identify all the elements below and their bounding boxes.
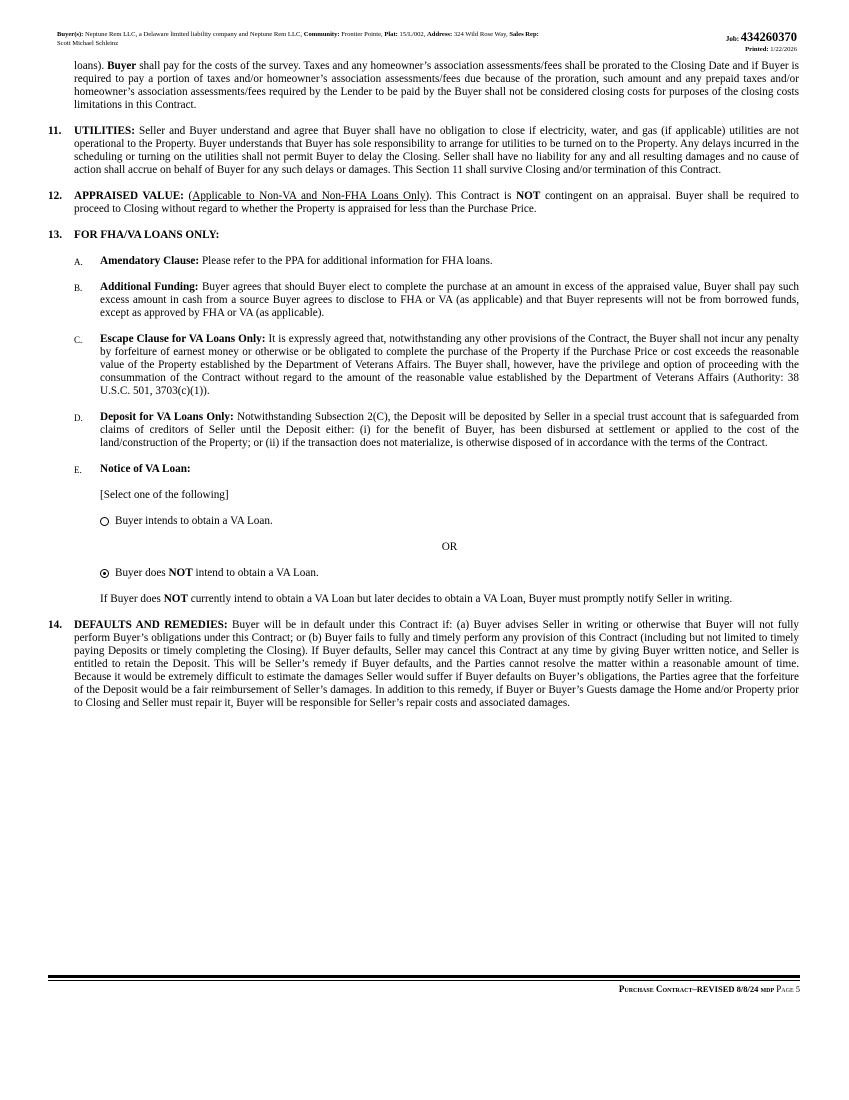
printed-line bbox=[726, 45, 797, 55]
sales-rep-value: Scott Michael Schleinz bbox=[57, 40, 119, 47]
radio-unselected-icon[interactable] bbox=[100, 517, 109, 526]
section-title: FOR FHA/VA LOANS ONLY: bbox=[74, 229, 220, 241]
page-number: 5 bbox=[795, 984, 800, 994]
or-separator: OR bbox=[441, 541, 458, 553]
option-label-part2: intend to obtain a VA Loan. bbox=[195, 567, 319, 579]
transaction-info bbox=[57, 30, 687, 48]
buyers-value: Neptune Rem LLC, a Delaware limited liability company and Neptune Rem LLC, bbox=[85, 31, 303, 38]
radio-selected-icon[interactable] bbox=[100, 569, 109, 578]
subsection-letter: D. bbox=[74, 413, 83, 423]
section-number: 11. bbox=[48, 125, 62, 137]
section-11 bbox=[48, 125, 799, 177]
subsection-13e bbox=[57, 463, 799, 476]
footer-divider-thin bbox=[48, 980, 800, 981]
subsection-13c bbox=[57, 333, 799, 398]
printed-label: Printed: bbox=[745, 46, 769, 53]
document-name: Purchase Contract bbox=[618, 984, 693, 994]
section-title: DEFAULTS AND REMEDIES: bbox=[74, 619, 228, 631]
subsection-body: Notwithstanding Subsection 2(C), the Deposit will be deposited by Seller in a special trust account that is safeguarded from claims of creditors of Seller until the Deposit either: (i) for the benefit of Buyer, has been disbursed at settlement or applied to the cost of the land/construction of the Property; or (ii) if the transaction does not materialize, is otherwise disposed of in accordance with the terms of the Contract. bbox=[100, 411, 799, 449]
option-label: Buyer intends to obtain a VA Loan. bbox=[115, 515, 273, 527]
subsection-text bbox=[100, 255, 799, 268]
section-number: 14. bbox=[48, 619, 62, 631]
not-emphasis: NOT bbox=[516, 190, 541, 202]
continuation-bold: Buyer bbox=[107, 60, 137, 72]
continuation-text bbox=[74, 60, 799, 112]
page-label: Page bbox=[776, 984, 794, 994]
section-title: APPRAISED VALUE: bbox=[74, 190, 184, 202]
continuation-lead: loans). bbox=[74, 60, 105, 72]
mdp-label: mdp bbox=[760, 984, 775, 994]
subsection-13b bbox=[57, 281, 799, 320]
subsection-body: It is expressly agreed that, notwithstanding any other provisions of the Contract, the Buyer shall not incur any penalty by forfeiture of earnest money or otherwise or be obligated to complete the purchase of the Property if the Purchase Price or cost exceeds the reasonable value of the Property established by the Department of Veterans Affairs. The Buyer shall, however, have the privilege and option of proceeding with the consummation of the Contract without regard to the amount of the reasonable value established by the Department of Veterans Affairs (Authority: 38 U.S.C. 501, 3703(c)(1)). bbox=[100, 333, 799, 397]
address-label: Address: bbox=[427, 31, 453, 38]
select-instruction bbox=[57, 489, 799, 502]
section-13 bbox=[48, 229, 799, 242]
continuation-paragraph bbox=[57, 60, 799, 112]
section-14-text bbox=[74, 619, 799, 710]
subsection-title: Additional Funding: bbox=[100, 281, 199, 293]
subsection-text bbox=[100, 411, 799, 450]
section-body-part1: ). This Contract is bbox=[425, 190, 512, 202]
subsection-body: Please refer to the PPA for additional information for FHA loans. bbox=[201, 255, 493, 267]
va-loan-option-intends[interactable] bbox=[57, 515, 799, 528]
job-number: 434260370 bbox=[740, 30, 797, 44]
section-12 bbox=[48, 190, 800, 216]
note-part2: currently intend to obtain a VA Loan but later decides to obtain a VA Loan, Buyer must promptly notify Seller in writing. bbox=[190, 593, 733, 605]
printed-date: 1/22/2026 bbox=[770, 46, 797, 53]
address-value: 324 Wild Rose Way, bbox=[453, 31, 508, 38]
job-info bbox=[726, 32, 797, 55]
page-header bbox=[57, 30, 797, 53]
section-11-text bbox=[74, 125, 799, 177]
note-part1: If Buyer does bbox=[100, 593, 161, 605]
section-body: Seller and Buyer understand and agree that Buyer shall have no obligation to close if electricity, water, and gas (if applicable) utilities are not operational to the Property. Buyer understands that Buyer has sole responsibility to arrange for utilities to be turned on to the Property. Any delays incurred in the scheduling or turning on the utilities shall not permit Buyer to delay the Closing. Seller shall have no liability for any and all resulting damages and no cause of action shall accrue on behalf of Buyer for any such delays or damages. This Section 11 shall survive Closing and/or termination of this Contract. bbox=[74, 125, 799, 176]
subsection-letter: B. bbox=[74, 283, 83, 293]
subsection-13d bbox=[57, 411, 799, 450]
plat-value: 15/L/002, bbox=[399, 31, 426, 38]
subsection-title: Amendatory Clause: bbox=[100, 255, 200, 267]
not-emphasis: NOT bbox=[163, 593, 188, 605]
option-label bbox=[115, 567, 319, 580]
job-line bbox=[726, 32, 797, 45]
section-number: 13. bbox=[48, 229, 62, 241]
applicability-note: Applicable to Non-VA and Non-FHA Loans Only bbox=[192, 190, 426, 202]
subsection-text bbox=[100, 281, 799, 320]
subsection-letter: E. bbox=[74, 465, 82, 475]
subsection-title: Deposit for VA Loans Only: bbox=[100, 411, 234, 423]
section-title: UTILITIES: bbox=[74, 125, 135, 137]
continuation-body: shall pay for the costs of the survey. Taxes and any homeowner’s association assessments/fees shall be prorated to the Closing Date and if Buyer is required to pay a portion of taxes and/or homeowner’s association assessments/fees due because of the proration, such amount and any prepaid taxes and/or homeowner’s association assessments/fees required by the Lender to be paid by the Buyer shall not be considered closing costs for purposes of the closing costs limitations in this Contract. bbox=[74, 60, 800, 111]
section-number: 12. bbox=[48, 190, 62, 202]
page-footer bbox=[619, 984, 800, 994]
section-body: Buyer will be in default under this Contract if: (a) Buyer advises Seller in writing or otherwise that Buyer will not fully perform Buyer’s obligations under this Contract; or (b) Buyer fails to fully and timely perform any provision of this Contract (including but not limited to timely paying Deposits or timely completing the Closing). If Buyer defaults, Seller may cancel this Contract at any time by giving Buyer written notice, and Seller is entitled to retain the Deposit. This will be Seller’s remedy if Buyer defaults, and the Parties cannot resolve the matter within a reasonable amount of time. Because it would be extremely difficult to estimate the damages Seller would suffer if Buyer defaults on Buyer’s obligations, the Parties agree that the forfeiture of the Deposit would be a fair reimbursement of Seller’s damages. In addition to this remedy, if Buyer or Buyer’s Guests damage the Home and/or Property prior to Closing and Seller must repair it, Buyer will be responsible for Seller’s repair costs and associated damages. bbox=[74, 619, 800, 709]
subsection-letter: A. bbox=[74, 257, 83, 267]
option-label-part1: Buyer does bbox=[115, 567, 166, 579]
subsection-title: Notice of VA Loan: bbox=[100, 463, 191, 475]
revision-label: –REVISED 8/8/24 bbox=[692, 984, 759, 994]
subsection-title: Escape Clause for VA Loans Only: bbox=[100, 333, 266, 345]
va-loan-note-text bbox=[100, 593, 799, 606]
section-14 bbox=[48, 619, 800, 710]
select-instruction-text: [Select one of the following] bbox=[100, 489, 229, 501]
subsection-letter: C. bbox=[74, 335, 83, 345]
section-12-text: APPRAISED VALUE: (Applicable to Non-VA and Non-FHA Loans Only). This Contract is NOT contingent on an appraisal. Buyer shall be required to proceed to Closing without regard to whether the Property is appraised for less than the Purchase Price. bbox=[74, 190, 800, 215]
section-body-part2: contingent on an appraisal. Buyer shall be required to proceed to Closing without regard to whether the Property is appraised for less than the Purchase Price. bbox=[74, 190, 800, 215]
buyers-label: Buyer(s): bbox=[57, 31, 84, 38]
job-label: Job: bbox=[725, 35, 740, 43]
not-emphasis: NOT bbox=[168, 567, 193, 579]
document-body bbox=[48, 60, 800, 723]
sales-rep-label: Sales Rep: bbox=[509, 31, 539, 38]
footer-divider-thick bbox=[48, 975, 800, 978]
subsection-body: Buyer agrees that should Buyer elect to complete the purchase at an amount in excess of the appraised value, Buyer shall pay such excess amount in cash from a source Buyer agrees to disclose to FHA or VA (as applicable) and that Buyer represents will not be from borrowed funds, except as approved by FHA or VA (as applicable). bbox=[100, 281, 800, 319]
subsection-text bbox=[100, 333, 799, 398]
va-loan-option-does-not-intend[interactable] bbox=[57, 567, 799, 580]
va-loan-note bbox=[57, 593, 799, 606]
community-label: Community: bbox=[303, 31, 340, 38]
subsection-13a bbox=[57, 255, 799, 268]
community-value: Frontier Pointe, bbox=[341, 31, 383, 38]
plat-label: Plat: bbox=[384, 31, 398, 38]
